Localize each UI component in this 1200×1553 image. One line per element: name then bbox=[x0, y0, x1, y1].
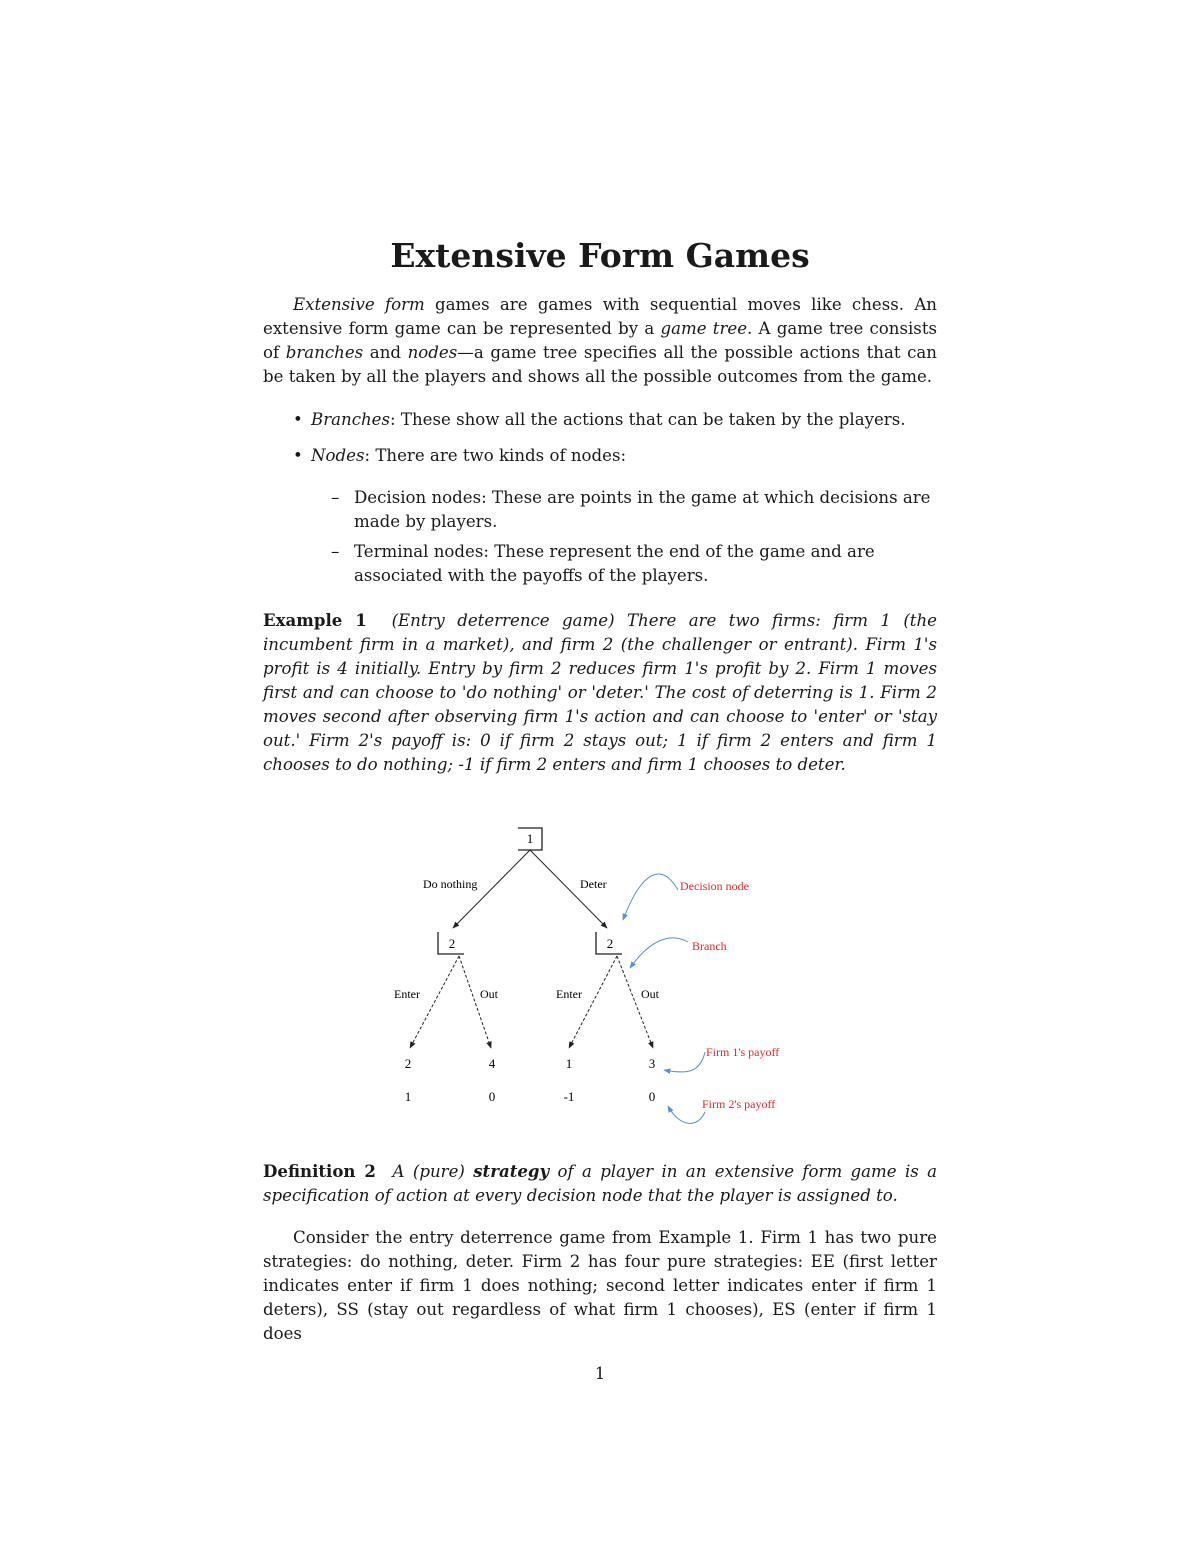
firm2-node-left bbox=[438, 932, 464, 954]
payoff-firm2: 0 bbox=[488, 1089, 496, 1104]
annotation-arrow-firm1-payoff bbox=[664, 1052, 705, 1072]
root-decision-node bbox=[518, 828, 542, 850]
node-kinds-list bbox=[311, 486, 937, 588]
bullet-icon: • bbox=[293, 410, 303, 429]
annotation-firm2-payoff: Firm 2's payoff bbox=[702, 1097, 776, 1111]
branch-left-out bbox=[459, 956, 491, 1048]
label-enter-right: Enter bbox=[556, 987, 582, 1001]
intro-term-nodes: nodes bbox=[407, 343, 458, 362]
list-item-decision-nodes: – Decision nodes: These are points in the game at which decisions are made by players. bbox=[331, 488, 931, 531]
label-enter-left: Enter bbox=[394, 987, 420, 1001]
annotation-decision-node: Decision node bbox=[680, 879, 749, 893]
closing-paragraph: Consider the entry deterrence game from Example 1. Firm 1 has two pure strategies: do nothing, deter. Firm 2 has four pure strategies: EE (first letter indicates enter if firm 1 does nothing; second letter indicates enter if firm 1 deters), SS (stay out regardless of what firm 1 chooses), ES (enter if firm 1 does bbox=[263, 1228, 937, 1343]
branch-left-enter bbox=[410, 956, 459, 1048]
payoff-firm1: 1 bbox=[565, 1056, 573, 1071]
annotation-firm1-payoff: Firm 1's payoff bbox=[706, 1045, 780, 1059]
bullet-icon: • bbox=[293, 446, 303, 465]
game-tree-figure bbox=[380, 820, 820, 1135]
svg-text:2: 2 bbox=[606, 936, 614, 951]
annotation-arrow-firm2-payoff bbox=[668, 1106, 705, 1123]
payoff-firm2: 1 bbox=[404, 1089, 412, 1104]
payoff-firm2: -1 bbox=[563, 1089, 575, 1104]
list-item-branches: • Branches: These show all the actions that can be taken by the players. bbox=[263, 408, 937, 432]
definition-paragraph: Definition 2 A (pure) strategy of a player in an extensive form game is a specification of action at every decision node that the player is assigned to. bbox=[263, 1161, 937, 1205]
dash-icon: – bbox=[331, 542, 340, 561]
definition-term-strategy: strategy bbox=[473, 1161, 550, 1181]
definition-label: Definition 2 bbox=[263, 1161, 376, 1181]
payoff-firm2: 0 bbox=[648, 1089, 656, 1104]
annotation-arrow-branch bbox=[630, 938, 688, 968]
payoff-firm1: 3 bbox=[648, 1056, 656, 1071]
example-label: Example 1 bbox=[263, 610, 367, 630]
annotation-arrow-decision-node bbox=[623, 874, 678, 920]
definition-list bbox=[263, 408, 937, 588]
page-number: 1 bbox=[594, 1364, 606, 1383]
intro-term-extensive-form: Extensive form bbox=[293, 295, 425, 314]
example-paragraph bbox=[263, 608, 937, 777]
label-out-left: Out bbox=[480, 987, 498, 1001]
payoff-firm1: 4 bbox=[488, 1056, 496, 1071]
firm2-node-right bbox=[596, 932, 622, 954]
list-item-terminal-nodes: – Terminal nodes: These represent the end of the game and are associated with the payoffs of the players. bbox=[331, 542, 875, 585]
example-text: (Entry deterrence game) There are two firms: firm 1 (the incumbent firm in a market), and firm 2 (the challenger or entrant). Firm 1's profit is 4 initially. Entry by firm 2 reduces firm 1's profit by 2. Firm 1 moves first and can choose to 'do nothing' or 'deter.' The cost of deterring is 1. Firm 2 moves second after observing firm 1's action and can choose to 'enter' or 'stay out.' Firm 2's payoff is: 0 if firm 2 stays out; 1 if firm 2 enters and firm 1 chooses to do nothing; -1 if firm 2 enters and firm 1 chooses to deter. bbox=[263, 611, 937, 774]
page-title: Extensive Form Games bbox=[390, 236, 810, 275]
intro-term-branches: branches bbox=[285, 343, 364, 362]
intro-term-game-tree: game tree bbox=[660, 319, 748, 338]
label-out-right: Out bbox=[641, 987, 659, 1001]
branch-right-enter bbox=[569, 956, 617, 1048]
svg-text:2: 2 bbox=[448, 936, 456, 951]
dash-icon: – bbox=[331, 488, 340, 507]
intro-paragraph: Extensive form games are games with sequential moves like chess. An extensive form game can be represented by a game tree. A game tree consists of branches and nodes—a game tree specifies all the possible actions that can be taken by all the players and shows all the possible outcomes from the game. bbox=[263, 295, 938, 386]
payoff-firm1: 2 bbox=[404, 1056, 412, 1071]
list-item-nodes: • Nodes: There are two kinds of nodes: – Decision nodes: These are points in the game at which decisions are made by players. – Terminal nodes: These represent the end of the game and are associated with the payoffs of the players. bbox=[263, 444, 937, 588]
label-do-nothing: Do nothing bbox=[423, 877, 478, 891]
svg-text:1: 1 bbox=[526, 831, 534, 846]
annotation-branch: Branch bbox=[692, 939, 727, 953]
branch-right-out bbox=[617, 956, 653, 1048]
label-deter: Deter bbox=[580, 877, 607, 891]
